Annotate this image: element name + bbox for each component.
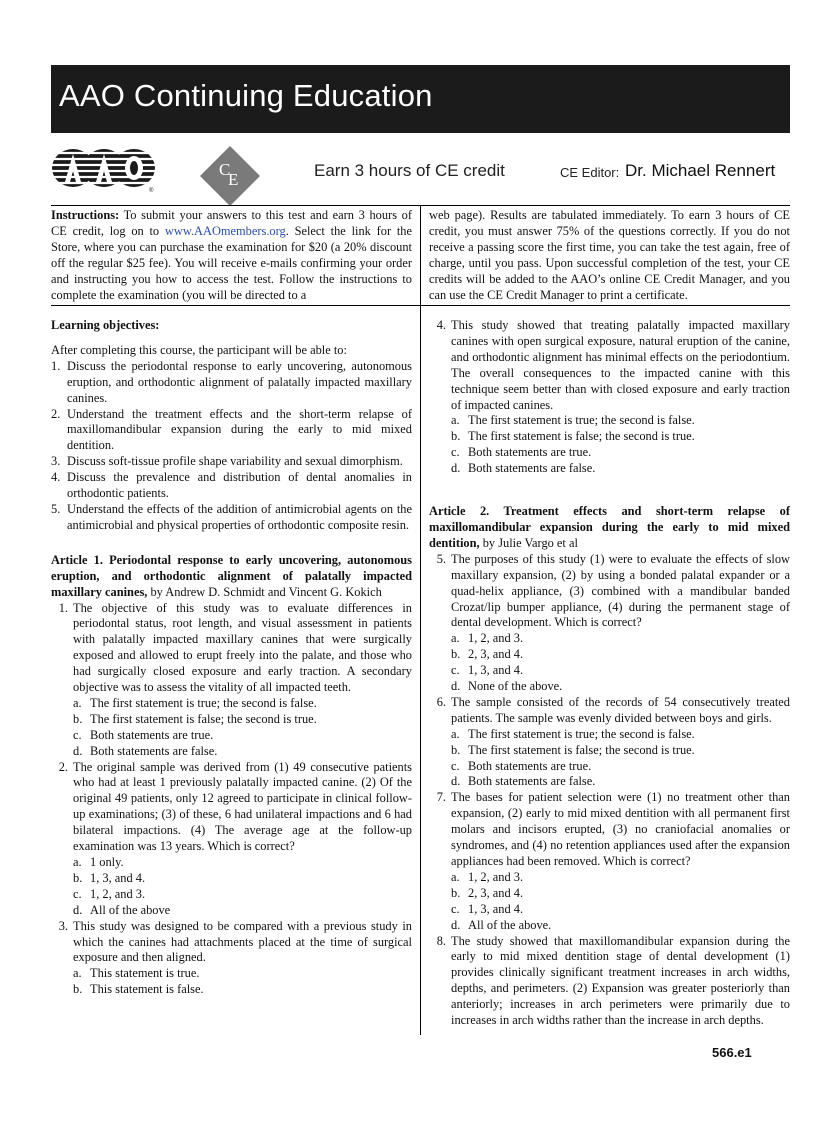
option-letter: c. xyxy=(451,901,460,916)
objective-number: 3. xyxy=(51,454,61,469)
right-column xyxy=(429,318,790,1029)
option-text: The first statement is true; the second is false. xyxy=(468,726,695,741)
option-letter: c. xyxy=(451,663,460,678)
option-letter: a. xyxy=(73,695,82,710)
question-number: 7. xyxy=(436,790,446,805)
option-text: 2, 3, and 4. xyxy=(468,885,524,900)
option-letter: a. xyxy=(73,966,82,981)
answer-option xyxy=(51,855,412,871)
answer-option xyxy=(429,902,790,918)
answer-option xyxy=(429,727,790,743)
option-letter: c. xyxy=(73,886,82,901)
article-1-authors: by Andrew D. Schmidt and Vincent G. Kokich xyxy=(147,584,382,599)
answer-option xyxy=(429,759,790,775)
option-letter: c. xyxy=(451,445,460,460)
objective-text: Discuss soft-tissue profile shape variability and sexual dimorphism. xyxy=(67,454,403,469)
instructions-text-3: web page). Results are tabulated immediately. To earn 3 hours of CE credit, you must answer 75% of the questions correctly. If you do not receive a passing score the first time, you can take the test again, free of charge, until you pass. Upon successful completion of the test, your CE credits will be added to the AAO’s online CE Credit Manager, and you can use the CE Credit Manager to print a certificate. xyxy=(429,208,790,302)
option-letter: b. xyxy=(73,982,83,997)
answer-option xyxy=(429,413,790,429)
question-4 xyxy=(429,318,790,413)
answer-option xyxy=(429,445,790,461)
option-text: Both statements are false. xyxy=(90,743,218,758)
question-text: This study was designed to be compared with a previous study in which the canines had attachments placed at the time of surgical exposure and then aligned. xyxy=(73,918,412,965)
answer-option xyxy=(429,743,790,759)
answer-option xyxy=(51,744,412,760)
question-2 xyxy=(51,760,412,855)
objective-item xyxy=(51,470,412,502)
option-text: 1, 3, and 4. xyxy=(468,663,524,678)
option-letter: a. xyxy=(451,413,460,428)
question-text: The original sample was derived from (1) 49 consecutive patients who had at least 1 previously palatally impacted canine. (2) Of the original 49 patients, only 12 agreed to participate in clinical follow-up examinations; (3) of these, 6 had unilateral impactions and 6 had bilateral impactions. (4) The average age at the follow-up examination was 13 years. Which is correct? xyxy=(73,759,412,854)
answer-option xyxy=(429,774,790,790)
objective-text: Discuss the periodontal response to early uncovering, autonomous eruption, and orthodontic alignment of palatally impacted maxillary canines. xyxy=(67,358,412,405)
objective-text: Discuss the prevalence and distribution of dental anomalies in orthodontic patients. xyxy=(67,470,412,501)
instructions-left xyxy=(51,208,412,303)
option-letter: d. xyxy=(451,917,461,932)
question-3 xyxy=(51,919,412,967)
option-text: The first statement is false; the second is true. xyxy=(468,742,695,757)
question-number: 8. xyxy=(436,933,446,948)
question-number: 5. xyxy=(436,551,446,566)
answer-option xyxy=(429,429,790,445)
question-6 xyxy=(429,695,790,727)
objectives-title: Learning objectives: xyxy=(51,318,160,332)
question-text: This study showed that treating palatally impacted maxillary canines with open surgical exposure, natural eruption of the canine, and orthodontic alignment has minimal effects on the periodontium. The overall consequences to the impacted canine with this technique seem better than with closed exposure and early traction of impacted canines. xyxy=(451,318,790,412)
objectives-intro: After completing this course, the participant will be able to: xyxy=(51,342,347,357)
option-text: The first statement is false; the second is true. xyxy=(90,711,317,726)
option-letter: d. xyxy=(451,679,461,694)
option-letter: c. xyxy=(451,758,460,773)
objective-number: 4. xyxy=(51,470,61,485)
article-2-title xyxy=(429,504,790,552)
answer-option xyxy=(51,696,412,712)
option-letter: b. xyxy=(451,429,461,444)
ce-editor-label: CE Editor: xyxy=(560,165,620,180)
option-text: The first statement is true; the second is false. xyxy=(468,413,695,428)
question-4 xyxy=(429,318,790,477)
answer-option xyxy=(429,870,790,886)
answer-option xyxy=(429,631,790,647)
option-text: 1, 3, and 4. xyxy=(90,870,146,885)
svg-text:C: C xyxy=(219,160,231,179)
article-2-authors: by Julie Vargo et al xyxy=(479,535,578,550)
option-text: 1, 3, and 4. xyxy=(468,901,524,916)
answer-option xyxy=(51,903,412,919)
page-title: AAO Continuing Education xyxy=(59,78,433,113)
svg-text:E: E xyxy=(228,170,239,189)
objective-number: 2. xyxy=(51,406,61,421)
option-letter: d. xyxy=(451,461,461,476)
answer-option xyxy=(51,887,412,903)
page-number: 566.e1 xyxy=(712,1045,752,1060)
answer-option xyxy=(429,886,790,902)
article-1-questions xyxy=(51,601,412,999)
instructions-text-1: To submit your answers to this test and earn 3 hours of CE credit, log on to xyxy=(51,208,412,238)
option-text: Both statements are false. xyxy=(468,774,596,789)
objective-number: 1. xyxy=(51,358,61,373)
article-2-heading: Article 2. Treatment effects and short-term relapse of maxillomandibular expansion during the early to mid mixed dentition, xyxy=(429,504,790,550)
option-letter: d. xyxy=(73,743,83,758)
question-text: The sample consisted of the records of 54 consecutively treated patients. The sample was evenly divided between boys and girls. xyxy=(451,694,790,725)
question-1 xyxy=(51,601,412,696)
option-text: None of the above. xyxy=(468,679,563,694)
option-letter: b. xyxy=(451,742,461,757)
question-8 xyxy=(429,934,790,1029)
option-text: Both statements are true. xyxy=(468,758,592,773)
option-text: Both statements are false. xyxy=(468,461,596,476)
option-letter: b. xyxy=(451,647,461,662)
option-text: All of the above xyxy=(90,902,171,917)
option-letter: a. xyxy=(73,855,82,869)
article-2-questions xyxy=(429,552,790,1029)
question-7 xyxy=(429,790,790,870)
question-5 xyxy=(429,552,790,632)
question-text: The objective of this study was to evaluate differences in periodontal status, root length, and visual assessment in patients with palatally impacted maxillary canines that were surgically exposed and allowed to erupt freely into the palate, and those who had surgically closed exposure and early traction. A secondary objective was to assess the vitality of all impacted teeth. xyxy=(73,600,412,695)
objective-item xyxy=(51,502,412,534)
question-text: The study showed that maxillomandibular expansion during the early to mid mixed dentition stage of dental development (1) provides clinically significant treatment increases in arch widths, depths, and perimeters. (2) Expansion was greater posteriorly than anteriorly; increases in arch perimeters were primarily due to increases in arch widths rather than the increase in arch depths. xyxy=(451,933,790,1028)
option-text: 1 only. xyxy=(90,855,124,869)
column-divider xyxy=(420,205,421,1035)
article-1-title xyxy=(51,553,412,601)
objective-item xyxy=(51,454,412,470)
option-text: 1, 2, and 3. xyxy=(90,886,146,901)
option-letter: c. xyxy=(73,727,82,742)
option-letter: a. xyxy=(451,726,460,741)
answer-option xyxy=(51,712,412,728)
option-text: This statement is false. xyxy=(90,982,204,997)
answer-option xyxy=(429,918,790,934)
objective-number: 5. xyxy=(51,501,61,516)
answer-option xyxy=(51,982,412,998)
option-text: The first statement is false; the second is true. xyxy=(468,429,695,444)
option-text: 1, 2, and 3. xyxy=(468,631,524,646)
answer-option xyxy=(429,647,790,663)
earn-credit-text: Earn 3 hours of CE credit xyxy=(314,161,505,180)
answer-option xyxy=(51,728,412,744)
svg-text:®: ® xyxy=(149,188,154,194)
option-text: 2, 3, and 4. xyxy=(468,647,524,662)
left-column xyxy=(51,318,412,998)
option-letter: b. xyxy=(73,870,83,885)
option-letter: d. xyxy=(73,902,83,917)
question-number: 1. xyxy=(58,600,68,615)
aao-members-link[interactable]: www.AAOmembers.org xyxy=(164,223,286,238)
banner xyxy=(51,65,790,133)
question-number: 2. xyxy=(58,759,68,774)
question-number: 6. xyxy=(436,694,446,709)
option-text: Both statements are true. xyxy=(90,727,214,742)
option-letter: a. xyxy=(451,631,460,646)
option-letter: d. xyxy=(451,774,461,789)
option-letter: a. xyxy=(451,869,460,884)
instructions-text-2: . Select the link for the Store, where you can purchase the examination for $20 (a 20% discount off the regular $25 fee). You will receive e-mails confirming your order and instructing you how to access the test. Follow the instructions to complete the examination (you will be directed to a xyxy=(51,223,412,302)
answer-option xyxy=(51,966,412,982)
instructions-label: Instructions: xyxy=(51,208,120,222)
answer-option xyxy=(429,461,790,477)
option-text: Both statements are true. xyxy=(468,445,592,460)
question-number: 3. xyxy=(58,918,68,933)
objectives-list xyxy=(51,359,412,534)
objective-text: Understand the treatment effects and the short-term relapse of maxillomandibular expansion during the early to mid mixed dentition. xyxy=(67,406,412,453)
answer-option xyxy=(429,679,790,695)
objective-text: Understand the effects of the addition of antimicrobial agents on the antimicrobial and physical properties of orthodontic composite resin. xyxy=(67,501,412,532)
option-letter: b. xyxy=(451,885,461,900)
objective-item xyxy=(51,407,412,455)
option-text: All of the above. xyxy=(468,917,552,932)
option-text: This statement is true. xyxy=(90,966,200,981)
question-number: 4. xyxy=(436,318,446,332)
ce-logo xyxy=(199,145,261,207)
article-1-heading: Article 1. Periodontal response to early uncovering, autonomous eruption, and orthodontic alignment of palatally impacted maxillary canines, xyxy=(51,552,412,599)
aao-logo xyxy=(51,144,157,194)
question-text: The bases for patient selection were (1) no treatment other than expansion, (2) early to mid mixed dentition with all permanent first molars and incisors erupted, (3) no craniofacial anomalies or syndromes, and (4) no retention appliances used after the expansion appliances had been removed. Which is correct? xyxy=(451,790,790,868)
instructions-right xyxy=(429,208,790,303)
answer-option xyxy=(429,663,790,679)
objective-item xyxy=(51,359,412,407)
answer-option xyxy=(51,871,412,887)
option-text: The first statement is true; the second is false. xyxy=(90,695,317,710)
question-text: The purposes of this study (1) were to evaluate the effects of slow maxillary expansion, (2) by using a bonded palatal expander or a quad-helix appliance, (3) combined with a mandibular banded Crozat/lip bumper appliance, (4) during the permanent stage of dental development. Which is correct? xyxy=(451,551,790,630)
ce-editor-name: Dr. Michael Rennert xyxy=(625,161,776,180)
option-letter: b. xyxy=(73,711,83,726)
option-text: 1, 2, and 3. xyxy=(468,869,524,884)
